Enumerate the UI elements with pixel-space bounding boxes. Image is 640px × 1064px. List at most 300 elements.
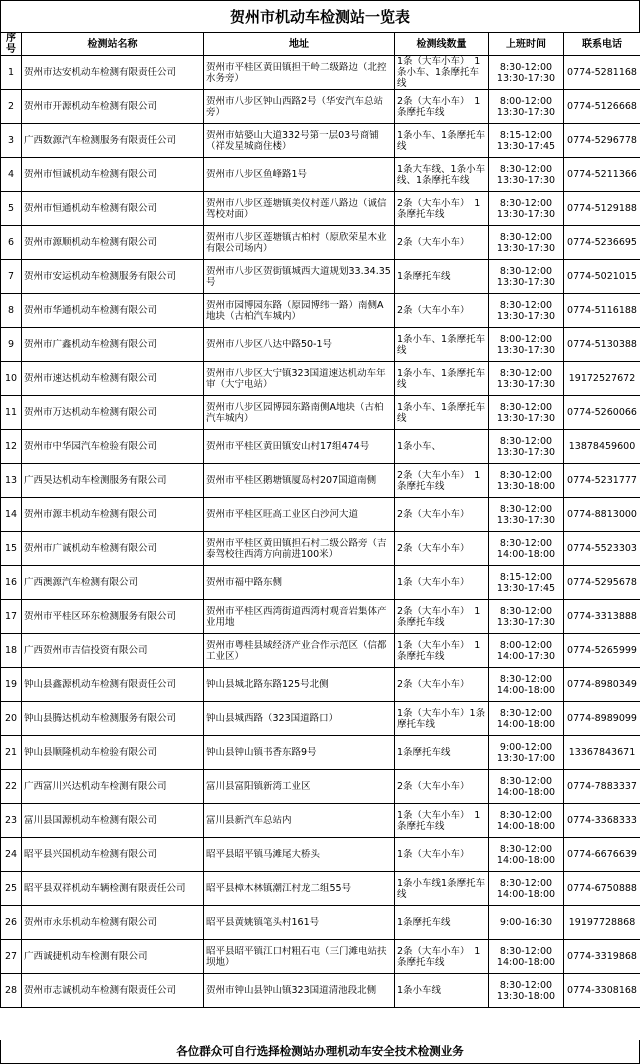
cell-phone-text: 0774-5296778: [567, 135, 637, 146]
cell-hours: [489, 940, 564, 974]
cell-lines-text: 1条小车、1条摩托车线: [397, 333, 486, 356]
cell-station-name: [22, 668, 204, 702]
cell-lines: [395, 770, 489, 804]
cell-address-text: 贺州市平桂区黄田镇担干岭二级路边（北控水务旁）: [206, 61, 387, 84]
cell-station-name-text: 广西澳源汽车检测有限公司: [24, 577, 139, 588]
cell-phone-text: 0774-8989099: [567, 713, 637, 724]
cell-address-text: 昭平县樟木林镇潮江村龙二组55号: [206, 883, 352, 894]
cell-seq: [1, 328, 22, 362]
cell-station-name-text: 贺州市源丰机动车检测有限公司: [24, 509, 158, 520]
cell-address-text: 贺州市八步区八达中路50-1号: [206, 339, 333, 350]
cell-address-text: 钟山县钟山镇书香东路9号: [206, 747, 317, 758]
cell-hours-text: 8:30-12:00 13:30-17:30: [496, 401, 556, 424]
cell-phone-text: 0774-3319868: [567, 951, 637, 962]
cell-seq-text: 5: [7, 203, 15, 214]
cell-address: [204, 634, 395, 668]
cell-hours-text: 8:30-12:00 13:30-17:30: [496, 265, 556, 288]
cell-lines: [395, 668, 489, 702]
cell-phone: [564, 90, 640, 124]
cell-station-name-text: 贺州市永乐机动车检测有限公司: [24, 917, 158, 928]
cell-phone-text: 0774-5116188: [567, 305, 637, 316]
cell-seq: [1, 226, 22, 260]
header-name: 检测站名称: [22, 33, 204, 56]
cell-phone-text: 0774-5126668: [567, 101, 637, 112]
cell-station-name-text: 贺州市广诚机动车检测有限公司: [24, 543, 158, 554]
cell-lines: [395, 906, 489, 940]
cell-lines-text: 2条（大车小车）: [397, 781, 470, 792]
cell-hours-text: 8:30-12:00 13:30-18:00: [496, 979, 556, 1002]
cell-address: [204, 566, 395, 600]
cell-seq-text: 23: [4, 815, 18, 826]
cell-phone: [564, 566, 640, 600]
cell-hours: [489, 566, 564, 600]
cell-address: [204, 600, 395, 634]
cell-hours: [489, 328, 564, 362]
cell-phone: [564, 158, 640, 192]
cell-address: [204, 906, 395, 940]
cell-phone-text: 0774-5236695: [567, 237, 637, 248]
cell-station-name: [22, 294, 204, 328]
cell-seq: [1, 702, 22, 736]
cell-station-name-text: 贺州市万达机动车检测有限公司: [24, 407, 158, 418]
cell-lines-text: 2条（大车小车）: [397, 305, 470, 316]
cell-hours: [489, 192, 564, 226]
cell-address: [204, 532, 395, 566]
cell-station-name: [22, 532, 204, 566]
cell-lines-text: 2条（大车小车） 1条摩托车线: [397, 469, 481, 492]
cell-station-name: [22, 362, 204, 396]
cell-lines: [395, 872, 489, 906]
cell-address: [204, 736, 395, 770]
cell-lines: [395, 396, 489, 430]
cell-seq: [1, 668, 22, 702]
cell-hours-text: 9:00-16:30: [499, 917, 553, 928]
cell-phone: [564, 702, 640, 736]
cell-hours: [489, 396, 564, 430]
cell-seq: [1, 940, 22, 974]
cell-lines-text: 1条（大车小车） 1条摩托车线: [397, 809, 481, 832]
cell-seq: [1, 498, 22, 532]
cell-address: [204, 940, 395, 974]
cell-seq-text: 17: [4, 611, 18, 622]
cell-lines: [395, 940, 489, 974]
cell-address: [204, 872, 395, 906]
cell-hours: [489, 260, 564, 294]
cell-hours: [489, 158, 564, 192]
cell-address-text: 富川县富阳镇新湾工业区: [206, 781, 311, 792]
cell-seq: [1, 158, 22, 192]
cell-station-name: [22, 600, 204, 634]
cell-address-text: 贺州市八步区莲塘镇美仪村莲八路边（诚信驾校对面）: [206, 197, 387, 220]
table-row: [1, 328, 640, 362]
cell-phone: [564, 940, 640, 974]
cell-phone-text: 0774-3308168: [567, 985, 637, 996]
cell-hours-text: 8:30-12:00 13:30-18:00: [496, 469, 556, 492]
cell-hours: [489, 702, 564, 736]
cell-hours: [489, 668, 564, 702]
cell-station-name-text: 广西贺州市吉信投资有限公司: [24, 645, 148, 656]
cell-seq: [1, 294, 22, 328]
cell-phone-text: 0774-6676639: [567, 849, 637, 860]
cell-hours: [489, 362, 564, 396]
cell-hours-text: 8:30-12:00 14:00-18:00: [496, 673, 556, 696]
cell-hours: [489, 498, 564, 532]
cell-phone-text: 0774-6750888: [567, 883, 637, 894]
cell-station-name-text: 贺州市志诚机动车检测有限责任公司: [24, 985, 177, 996]
cell-phone: [564, 838, 640, 872]
cell-lines: [395, 702, 489, 736]
cell-lines: [395, 328, 489, 362]
cell-station-name: [22, 838, 204, 872]
cell-station-name-text: 贺州市安运机动车检测服务有限公司: [24, 271, 177, 282]
cell-hours-text: 8:30-12:00 13:30-17:30: [496, 61, 556, 84]
cell-lines: [395, 294, 489, 328]
cell-address: [204, 362, 395, 396]
cell-station-name-text: 贺州市开源机动车检测有限公司: [24, 101, 158, 112]
table-row: [1, 294, 640, 328]
cell-hours-text: 8:30-12:00 13:30-17:30: [496, 605, 556, 628]
cell-lines: [395, 498, 489, 532]
cell-lines-text: 1条（大车小车）1条摩托车线: [397, 707, 486, 730]
cell-phone-text: 19197728868: [568, 917, 636, 928]
cell-phone-text: 0774-5265999: [567, 645, 637, 656]
cell-lines: [395, 600, 489, 634]
cell-lines: [395, 838, 489, 872]
cell-hours: [489, 226, 564, 260]
cell-lines-text: 2条（大车小车）: [397, 509, 470, 520]
cell-lines-text: 1条小车、1条摩托车线: [397, 367, 486, 390]
cell-address-text: 富川县新汽车总站内: [206, 815, 292, 826]
cell-phone: [564, 634, 640, 668]
cell-station-name: [22, 702, 204, 736]
cell-address: [204, 702, 395, 736]
cell-station-name: [22, 90, 204, 124]
cell-seq: [1, 532, 22, 566]
cell-lines: [395, 124, 489, 158]
cell-seq: [1, 260, 22, 294]
cell-station-name: [22, 498, 204, 532]
cell-seq-text: 21: [4, 747, 18, 758]
table-row: [1, 974, 640, 1008]
cell-seq-text: 22: [4, 781, 18, 792]
cell-phone: [564, 974, 640, 1008]
cell-seq: [1, 838, 22, 872]
cell-station-name: [22, 430, 204, 464]
cell-address: [204, 464, 395, 498]
cell-seq-text: 12: [4, 441, 18, 452]
header-seq: 序号: [1, 33, 22, 56]
cell-lines-text: 1条摩托车线: [397, 917, 451, 928]
table-row: [1, 668, 640, 702]
cell-phone-text: 0774-5021015: [567, 271, 637, 282]
cell-hours: [489, 872, 564, 906]
cell-address: [204, 226, 395, 260]
cell-phone: [564, 260, 640, 294]
cell-hours: [489, 906, 564, 940]
table-row: [1, 362, 640, 396]
cell-address: [204, 974, 395, 1008]
cell-address: [204, 294, 395, 328]
table-row: [1, 838, 640, 872]
cell-hours: [489, 736, 564, 770]
cell-seq-text: 9: [7, 339, 15, 350]
cell-hours: [489, 430, 564, 464]
cell-lines: [395, 736, 489, 770]
cell-hours: [489, 464, 564, 498]
cell-phone-text: 0774-5281168: [567, 67, 637, 78]
cell-phone: [564, 736, 640, 770]
cell-lines-text: 1条（大车小车） 1条小车、1条摩托车线: [397, 56, 481, 89]
cell-address-text: 贺州市平桂区西湾街道西湾村观音岩集体产业用地: [206, 605, 387, 628]
cell-lines: [395, 158, 489, 192]
cell-phone: [564, 192, 640, 226]
cell-station-name: [22, 804, 204, 838]
cell-station-name-text: 贺州市平桂区环东检测服务有限公司: [24, 611, 177, 622]
cell-hours-text: 9:00-12:00 13:30-17:00: [496, 741, 556, 764]
cell-station-name: [22, 464, 204, 498]
page-title: 贺州市机动车检测站一览表: [0, 0, 640, 32]
cell-station-name-text: 贺州市速达机动车检测有限公司: [24, 373, 158, 384]
table-row: [1, 464, 640, 498]
cell-hours-text: 8:30-12:00 14:00-18:00: [496, 809, 556, 832]
cell-phone: [564, 56, 640, 90]
cell-station-name-text: 贺州市中华园汽车检验有限公司: [24, 441, 158, 452]
cell-seq-text: 4: [7, 169, 15, 180]
cell-seq-text: 1: [7, 67, 15, 78]
cell-address-text: 贺州市粤桂县域经济产业合作示范区（信都工业区）: [206, 639, 387, 662]
cell-lines: [395, 566, 489, 600]
cell-lines-text: 1条小车、1条摩托车线: [397, 129, 486, 152]
cell-phone: [564, 464, 640, 498]
table-row: [1, 498, 640, 532]
cell-station-name-text: 广西诚捷机动车检测有限公司: [24, 951, 148, 962]
cell-seq-text: 15: [4, 543, 18, 554]
cell-address: [204, 770, 395, 804]
cell-lines-text: 2条（大车小车） 1条摩托车线: [397, 95, 481, 118]
cell-lines: [395, 974, 489, 1008]
cell-station-name-text: 贺州市华通机动车检测有限公司: [24, 305, 158, 316]
cell-address-text: 贺州市平桂区鹅塘镇厦岛村207国道南侧: [206, 475, 377, 486]
cell-lines-text: 1条小车、: [397, 441, 442, 452]
table-body: [1, 56, 640, 1008]
cell-phone: [564, 362, 640, 396]
cell-phone: [564, 804, 640, 838]
cell-hours-text: 8:15-12:00 13:30-17:45: [496, 571, 556, 594]
cell-hours: [489, 124, 564, 158]
cell-seq: [1, 56, 22, 90]
cell-seq-text: 18: [4, 645, 18, 656]
cell-hours-text: 8:30-12:00 14:00-18:00: [496, 537, 556, 560]
header-hours: 上班时间: [489, 33, 564, 56]
table-row: [1, 90, 640, 124]
cell-seq: [1, 974, 22, 1008]
cell-hours-text: 8:30-12:00 13:30-17:30: [496, 367, 556, 390]
cell-hours-text: 8:15-12:00 13:30-17:45: [496, 129, 556, 152]
cell-address-text: 贺州市八步区钟山西路2号（华安汽车总站旁）: [206, 95, 384, 118]
cell-hours-text: 8:00-12:00 14:00-17:30: [496, 639, 556, 662]
cell-station-name-text: 贺州市源顺机动车检测有限公司: [24, 237, 158, 248]
cell-hours: [489, 974, 564, 1008]
cell-lines-text: 1条（大车小车）: [397, 849, 470, 860]
cell-station-name: [22, 56, 204, 90]
cell-station-name-text: 广西昊达机动车检测服务有限公司: [24, 475, 167, 486]
cell-address: [204, 328, 395, 362]
cell-address-text: 昭平县昭平镇马滩尾大桥头: [206, 849, 321, 860]
cell-lines: [395, 56, 489, 90]
cell-lines-text: 2条（大车小车） 1条摩托车线: [397, 197, 481, 220]
table-row: [1, 906, 640, 940]
cell-hours: [489, 770, 564, 804]
cell-phone: [564, 396, 640, 430]
cell-lines-text: 2条（大车小车） 1条摩托车线: [397, 945, 481, 968]
cell-seq-text: 27: [4, 951, 18, 962]
cell-hours: [489, 56, 564, 90]
cell-hours: [489, 804, 564, 838]
cell-seq-text: 10: [4, 373, 18, 384]
cell-phone: [564, 906, 640, 940]
cell-phone-text: 0774-8980349: [567, 679, 637, 690]
table-row: [1, 158, 640, 192]
cell-station-name-text: 贺州市达安机动车检测有限责任公司: [24, 67, 177, 78]
cell-address-text: 昭平县黄姚镇笔头村161号: [206, 917, 320, 928]
cell-hours-text: 8:00-12:00 13:30-17:30: [496, 95, 556, 118]
cell-lines: [395, 226, 489, 260]
cell-address-text: 贺州市平桂区黄田镇担石村二级公路旁（吉泰驾校往西湾方向前进100米）: [206, 537, 387, 560]
cell-address-text: 贺州市钟山县钟山镇323国道清池段北侧: [206, 985, 377, 996]
table-row: [1, 600, 640, 634]
cell-seq-text: 25: [4, 883, 18, 894]
cell-seq-text: 24: [4, 849, 18, 860]
cell-station-name: [22, 906, 204, 940]
cell-address: [204, 192, 395, 226]
cell-address: [204, 56, 395, 90]
cell-lines: [395, 192, 489, 226]
cell-phone: [564, 668, 640, 702]
cell-seq: [1, 634, 22, 668]
cell-seq-text: 19: [4, 679, 18, 690]
cell-phone-text: 0774-7883337: [567, 781, 637, 792]
cell-lines-text: 1条小车线1条摩托车线: [397, 877, 486, 900]
cell-lines: [395, 464, 489, 498]
table-row: [1, 940, 640, 974]
cell-seq: [1, 124, 22, 158]
cell-phone-text: 19172527672: [568, 373, 636, 384]
cell-station-name-text: 钟山县鑫源机动车检测有限责任公司: [24, 679, 177, 690]
cell-address-text: 贺州市八步区鱼峰路1号: [206, 169, 308, 180]
cell-phone-text: 0774-8813000: [567, 509, 637, 520]
cell-hours-text: 8:00-12:00 13:30-17:30: [496, 333, 556, 356]
table-row: [1, 634, 640, 668]
cell-station-name: [22, 872, 204, 906]
cell-seq: [1, 192, 22, 226]
cell-address-text: 贺州市平桂区旺高工业区白沙河大道: [206, 509, 359, 520]
cell-seq: [1, 430, 22, 464]
table-row: [1, 736, 640, 770]
cell-phone: [564, 124, 640, 158]
cell-station-name: [22, 396, 204, 430]
cell-station-name-text: 贺州市恒诚机动车检测有限公司: [24, 169, 158, 180]
cell-address: [204, 804, 395, 838]
cell-hours-text: 8:30-12:00 13:30-17:30: [496, 299, 556, 322]
cell-seq: [1, 906, 22, 940]
cell-seq-text: 11: [4, 407, 18, 418]
cell-station-name: [22, 566, 204, 600]
cell-lines: [395, 804, 489, 838]
cell-address: [204, 124, 395, 158]
cell-station-name-text: 钟山县腾达机动车检测服务有限公司: [24, 713, 177, 724]
cell-seq-text: 16: [4, 577, 18, 588]
cell-phone-text: 0774-5130388: [567, 339, 637, 350]
cell-lines: [395, 260, 489, 294]
cell-address: [204, 260, 395, 294]
table-header-row: [1, 33, 640, 56]
cell-seq: [1, 804, 22, 838]
table-row: [1, 260, 640, 294]
table-row: [1, 702, 640, 736]
cell-address: [204, 498, 395, 532]
cell-station-name-text: 广西数源汽车检测服务有限责任公司: [24, 135, 177, 146]
cell-seq: [1, 464, 22, 498]
table-row: [1, 396, 640, 430]
cell-address: [204, 158, 395, 192]
cell-lines-text: 1条小车、1条摩托车线: [397, 401, 486, 424]
cell-station-name-text: 贺州市广鑫机动车检测有限公司: [24, 339, 158, 350]
cell-phone-text: 13878459600: [568, 441, 636, 452]
cell-hours-text: 8:30-12:00 13:30-17:30: [496, 435, 556, 458]
cell-hours: [489, 600, 564, 634]
table-row: [1, 430, 640, 464]
cell-seq-text: 3: [7, 135, 15, 146]
cell-phone-text: 0774-3368333: [567, 815, 637, 826]
cell-address: [204, 838, 395, 872]
cell-lines-text: 2条（大车小车） 1条摩托车线: [397, 605, 481, 628]
cell-station-name: [22, 158, 204, 192]
cell-lines-text: 1条摩托车线: [397, 271, 451, 282]
cell-station-name-text: 昭平县兴国机动车检测有限公司: [24, 849, 158, 860]
cell-hours-text: 8:30-12:00 13:30-17:30: [496, 197, 556, 220]
cell-seq: [1, 566, 22, 600]
cell-hours-text: 8:30-12:00 14:00-18:00: [496, 707, 556, 730]
cell-lines: [395, 430, 489, 464]
cell-phone: [564, 430, 640, 464]
cell-seq: [1, 736, 22, 770]
cell-address: [204, 668, 395, 702]
cell-lines: [395, 634, 489, 668]
cell-lines-text: 1条（大车小车） 1条摩托车线: [397, 639, 481, 662]
cell-hours-text: 8:30-12:00 14:00-18:00: [496, 877, 556, 900]
cell-station-name: [22, 770, 204, 804]
header-phone: 联系电话: [564, 33, 640, 56]
cell-seq-text: 8: [7, 305, 15, 316]
cell-hours: [489, 90, 564, 124]
cell-phone-text: 0774-5231777: [567, 475, 637, 486]
cell-seq-text: 14: [4, 509, 18, 520]
cell-station-name: [22, 940, 204, 974]
station-table: [0, 32, 640, 1008]
cell-lines-text: 1条（大车小车）: [397, 577, 470, 588]
cell-lines: [395, 532, 489, 566]
table-row: [1, 804, 640, 838]
cell-seq: [1, 396, 22, 430]
cell-address-text: 贺州市平桂区黄田镇安山村17组474号: [206, 441, 370, 452]
cell-station-name-text: 钟山县顺隆机动车检验有限公司: [24, 747, 158, 758]
cell-hours: [489, 838, 564, 872]
cell-phone: [564, 600, 640, 634]
cell-seq: [1, 362, 22, 396]
header-address: 地址: [204, 33, 395, 56]
cell-phone-text: 0774-5295678: [567, 577, 637, 588]
cell-phone: [564, 294, 640, 328]
